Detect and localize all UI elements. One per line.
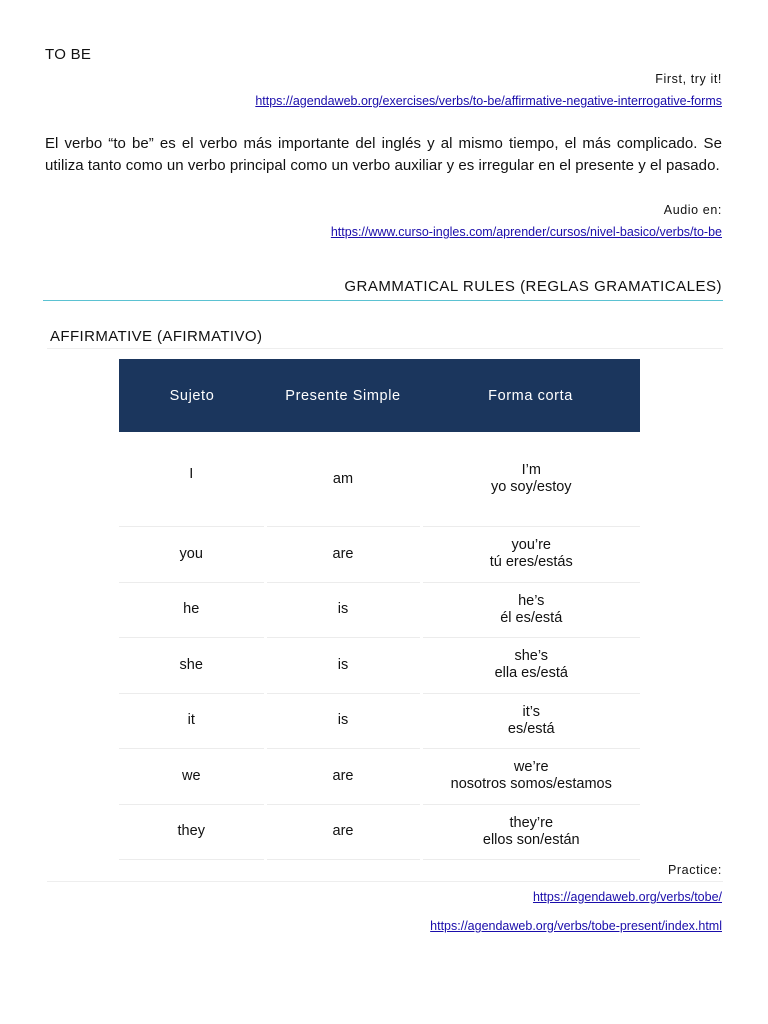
short-form-cell bbox=[421, 432, 640, 527]
translation: es/está bbox=[507, 720, 555, 737]
header-present-simple: Presente Simple bbox=[265, 359, 421, 432]
short-form: it’s bbox=[522, 703, 540, 720]
subject-cell: she bbox=[119, 638, 265, 694]
short-form: you’re bbox=[511, 537, 551, 554]
short-form-cell bbox=[421, 749, 640, 805]
short-form-cell bbox=[421, 804, 640, 860]
table-row bbox=[119, 432, 640, 527]
table-row bbox=[119, 527, 640, 583]
audio-label: Audio en: bbox=[663, 203, 722, 217]
short-form: we’re bbox=[513, 759, 549, 776]
practice-link-2[interactable]: https://agendaweb.org/verbs/tobe-present/index.html bbox=[430, 919, 722, 933]
subject-cell: he bbox=[119, 582, 265, 638]
table-row bbox=[119, 804, 640, 860]
practice-link-1[interactable]: https://agendaweb.org/verbs/tobe/ bbox=[532, 890, 722, 904]
verb-cell: is bbox=[265, 638, 421, 694]
short-form: they’re bbox=[509, 814, 554, 831]
verb-cell: is bbox=[265, 582, 421, 638]
short-form-cell bbox=[421, 582, 640, 638]
audio-link[interactable]: https://www.curso-ingles.com/aprender/cursos/nivel-basico/verbs/to-be bbox=[330, 225, 722, 239]
subject-cell: they bbox=[119, 804, 265, 860]
section-divider bbox=[43, 300, 723, 301]
header-short-form: Forma corta bbox=[421, 359, 640, 432]
translation: ellos son/están bbox=[482, 831, 580, 848]
conjugation-table bbox=[119, 359, 640, 860]
translation: yo soy/estoy bbox=[490, 479, 572, 495]
practice-divider bbox=[47, 881, 723, 882]
table-row bbox=[119, 749, 640, 805]
short-form-cell bbox=[421, 638, 640, 694]
verb-cell: is bbox=[265, 693, 421, 749]
short-form: I’m bbox=[521, 462, 541, 478]
verb-cell: are bbox=[265, 527, 421, 583]
practice-label: Practice: bbox=[667, 863, 722, 877]
header-subject: Sujeto bbox=[119, 359, 265, 432]
verb-cell: am bbox=[265, 432, 421, 527]
table-row bbox=[119, 693, 640, 749]
short-form-cell bbox=[421, 527, 640, 583]
verb-cell: are bbox=[265, 749, 421, 805]
intro-paragraph: El verbo “to be” es el verbo más importante del inglés y al mismo tiempo, el más complicado. Se utiliza tanto como un verbo principal como un verbo auxiliar y es irregular en el presente y el pasado. bbox=[45, 135, 722, 174]
translation: él es/está bbox=[500, 609, 563, 626]
sub-heading-divider bbox=[47, 348, 723, 349]
translation: tú eres/estás bbox=[489, 554, 573, 571]
verb-cell: are bbox=[265, 804, 421, 860]
section-heading: GRAMMATICAL RULES (REGLAS GRAMATICALES) bbox=[344, 278, 722, 295]
subject-cell: we bbox=[119, 749, 265, 805]
first-try-link[interactable]: https://agendaweb.org/exercises/verbs/to-be/affirmative-negative-interrogative-forms bbox=[255, 94, 722, 108]
page-title: TO BE bbox=[45, 46, 92, 63]
first-try-label: First, try it! bbox=[655, 72, 722, 86]
short-form-cell bbox=[421, 693, 640, 749]
short-form: he’s bbox=[518, 592, 545, 609]
table-row bbox=[119, 582, 640, 638]
translation: nosotros somos/estamos bbox=[450, 776, 612, 793]
translation: ella es/está bbox=[494, 665, 568, 682]
subject-cell: it bbox=[119, 693, 265, 749]
table-header-row bbox=[119, 359, 640, 432]
short-form: she’s bbox=[514, 648, 549, 665]
subject-cell: I bbox=[119, 432, 265, 527]
table-row bbox=[119, 638, 640, 694]
affirmative-heading: AFFIRMATIVE (AFIRMATIVO) bbox=[50, 328, 263, 345]
subject-cell: you bbox=[119, 527, 265, 583]
